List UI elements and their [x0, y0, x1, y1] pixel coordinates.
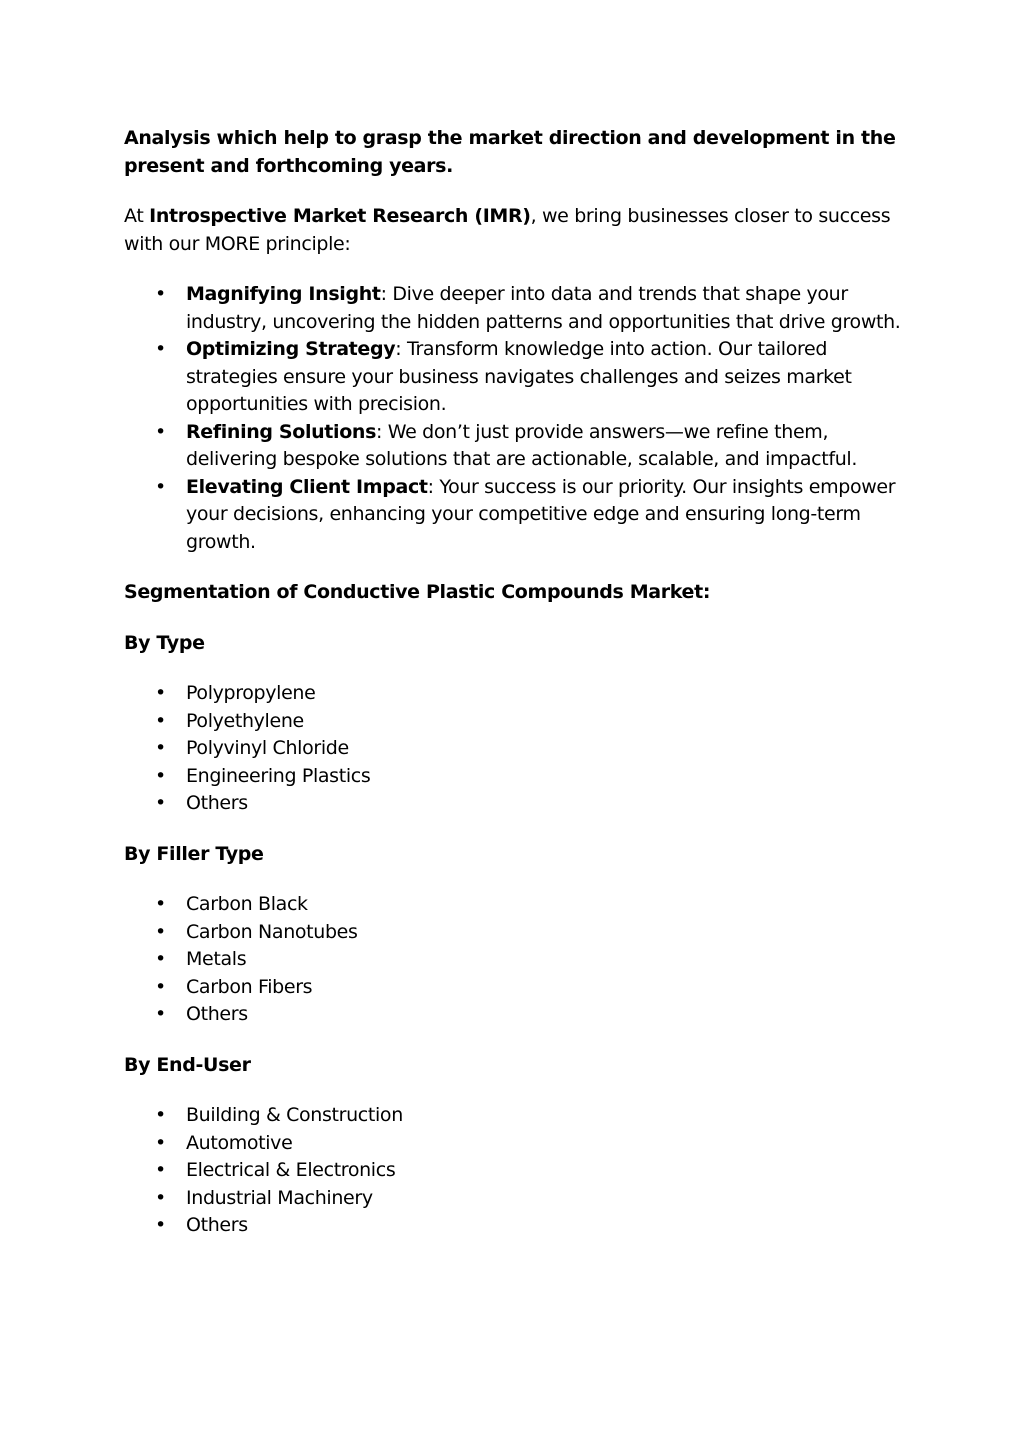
- segmentation-heading: Segmentation of Conductive Plastic Compounds Market:: [124, 581, 711, 603]
- bullet-icon: •: [155, 893, 166, 915]
- list-item: [155, 1102, 914, 1130]
- list-item-label: Others: [186, 1214, 248, 1236]
- bullet-icon: •: [155, 1159, 166, 1181]
- list-item: [155, 1212, 914, 1240]
- bullet-icon: •: [155, 764, 166, 787]
- principle-title: Refining Solutions: [186, 420, 377, 443]
- list-item: [155, 919, 914, 947]
- intro-lead: Analysis which help to grasp the market direction and development in the present and forthcoming years.: [124, 127, 896, 177]
- list-item-label: Engineering Plastics: [186, 764, 371, 787]
- list-item: [155, 1130, 914, 1158]
- bullet-icon: •: [155, 1104, 166, 1126]
- list-item: [155, 946, 914, 974]
- principle-title: Magnifying Insight: [186, 283, 381, 305]
- bullet-icon: •: [155, 948, 166, 970]
- bullet-icon: •: [155, 1214, 166, 1236]
- bullet-icon: •: [155, 920, 166, 943]
- by-filler-list: [124, 891, 914, 1029]
- principle-text: : We don’t just provide answers—we refine them, delivering bespoke solutions that are actionable, scalable, and impactful.: [186, 420, 858, 470]
- principle-text: : Transform knowledge into action. Our tailored strategies ensure your business navigates challenges and seizes market opportunities with precision.: [186, 338, 852, 415]
- by-type-list: [124, 680, 914, 818]
- principle-item: [155, 281, 914, 336]
- principle-item: [155, 474, 914, 557]
- principle-item: [155, 419, 914, 474]
- principle-text: : Your success is our priority. Our insights empower your decisions, enhancing your competitive edge and ensuring long-term growth.: [186, 475, 896, 553]
- list-item-label: Building & Construction: [186, 1104, 403, 1126]
- principle-item: [155, 336, 914, 419]
- list-item-label: Metals: [186, 948, 247, 970]
- list-item-label: Polyethylene: [186, 709, 304, 732]
- bullet-icon: •: [155, 475, 166, 498]
- imr-paragraph: [124, 203, 914, 258]
- bullet-icon: •: [155, 975, 166, 998]
- list-item: [155, 708, 914, 736]
- list-item-label: Automotive: [186, 1131, 293, 1154]
- list-item-label: Polypropylene: [186, 682, 316, 704]
- imr-company-name: Introspective Market Research (IMR): [149, 205, 531, 227]
- list-item: [155, 763, 914, 791]
- by-filler-heading: By Filler Type: [124, 842, 264, 865]
- list-item: [155, 1157, 914, 1185]
- list-item-label: Others: [186, 792, 248, 814]
- list-item-label: Carbon Fibers: [186, 975, 313, 998]
- principles-list: [124, 281, 914, 556]
- list-item-label: Industrial Machinery: [186, 1186, 373, 1209]
- list-item: [155, 1185, 914, 1213]
- bullet-icon: •: [155, 1131, 166, 1154]
- bullet-icon: •: [155, 737, 166, 759]
- bullet-icon: •: [155, 709, 166, 732]
- principle-title: Optimizing Strategy: [186, 338, 396, 360]
- list-item: [155, 974, 914, 1002]
- bullet-icon: •: [155, 1003, 166, 1025]
- list-item-label: Carbon Black: [186, 893, 308, 915]
- bullet-icon: •: [155, 792, 166, 814]
- list-item-label: Others: [186, 1003, 248, 1025]
- intro-paragraph: [124, 125, 914, 180]
- imr-suffix: , we bring businesses closer to success with our MORE principle:: [124, 205, 891, 255]
- by-end-user-heading: By End-User: [124, 1053, 251, 1076]
- bullet-icon: •: [155, 420, 166, 443]
- bullet-icon: •: [155, 338, 166, 360]
- document-page: [124, 125, 914, 1263]
- list-item: [155, 790, 914, 818]
- bullet-icon: •: [155, 1186, 166, 1209]
- principle-title: Elevating Client Impact: [186, 475, 428, 498]
- list-item-label: Polyvinyl Chloride: [186, 737, 349, 759]
- bullet-icon: •: [155, 283, 166, 305]
- list-item: [155, 1001, 914, 1029]
- imr-prefix: At: [124, 205, 150, 227]
- list-item: [155, 680, 914, 708]
- list-item-label: Carbon Nanotubes: [186, 920, 358, 943]
- by-type-heading: By Type: [124, 631, 205, 654]
- bullet-icon: •: [155, 682, 166, 704]
- list-item-label: Electrical & Electronics: [186, 1159, 396, 1181]
- principle-text: : Dive deeper into data and trends that shape your industry, uncovering the hidden patterns and opportunities that drive growth.: [186, 283, 901, 333]
- by-end-user-list: [124, 1102, 914, 1240]
- list-item: [155, 735, 914, 763]
- list-item: [155, 891, 914, 919]
